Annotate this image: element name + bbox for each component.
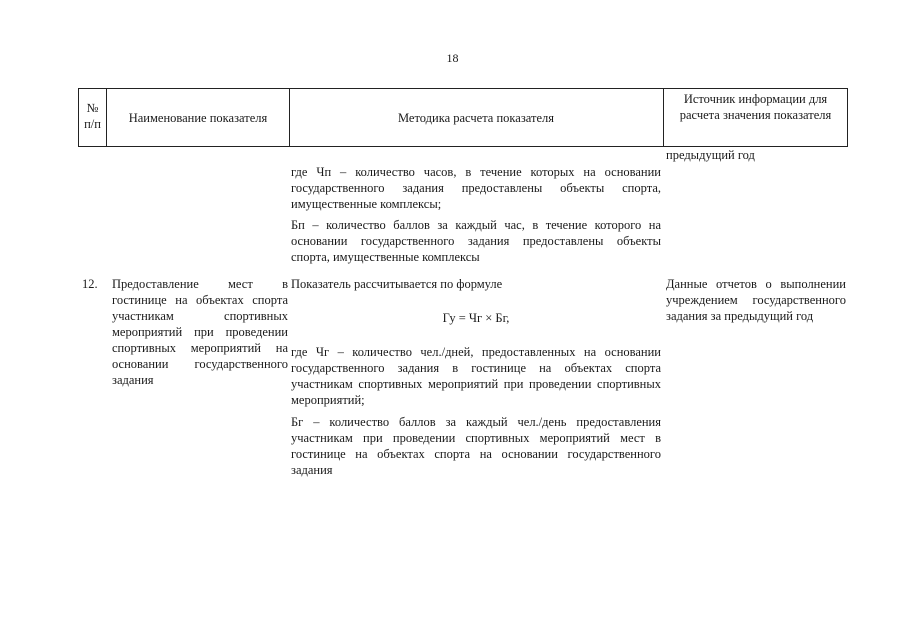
header-information-source: Источник информации для расчета значения показателя [679, 92, 832, 122]
table-left-border [78, 88, 79, 147]
table-right-border [847, 88, 848, 147]
page-number: 18 [446, 51, 459, 65]
header-calculation-method: Методика расчета показателя [397, 111, 555, 125]
row-12-method-para-1: где Чг – количество чел./дней, предоставленных на основании государственного задания в гостинице на объектах спорта участникам спортивных мероприятий при проведении спортивных мероприятий; [291, 345, 661, 407]
table-col-divider-1 [106, 88, 107, 147]
row-12-method-para-2: Бг – количество баллов за каждый чел./день предоставления участникам при проведении спортивных мероприятий мест в гостинице на объектах спорта на основании государственного задания [291, 415, 661, 477]
cont-source-text: предыдущий год [666, 148, 755, 162]
row-12-indicator-name: Предоставление мест в гостинице на объектах спорта участникам спортивных мероприятий при проведении спортивных мероприятий на основании государственного задания [112, 277, 288, 387]
cont-method-para-2: Бп – количество баллов за каждый час, в течение которого на основании государственного задания предоставлены объекты спорта, имущественные комплексы [291, 218, 661, 264]
table-col-divider-2 [289, 88, 290, 147]
header-indicator-name: Наименование показателя [128, 111, 268, 125]
row-12-number: 12. [82, 277, 98, 291]
cont-method-para-1: где Чп – количество часов, в течение которых на основании государственного задания предоставлены объекты спорта, имущественные комплексы; [291, 165, 661, 211]
row-12-formula: Гу = Чг × Бг, [442, 311, 510, 325]
row-12-information-source: Данные отчетов о выполнении учреждением государственного задания за предыдущий год [666, 277, 846, 323]
table-col-divider-3 [663, 88, 664, 147]
row-12-method-intro: Показатель рассчитывается по формуле [291, 277, 503, 291]
table-top-border [78, 88, 848, 89]
header-number: № п/п [84, 101, 101, 131]
